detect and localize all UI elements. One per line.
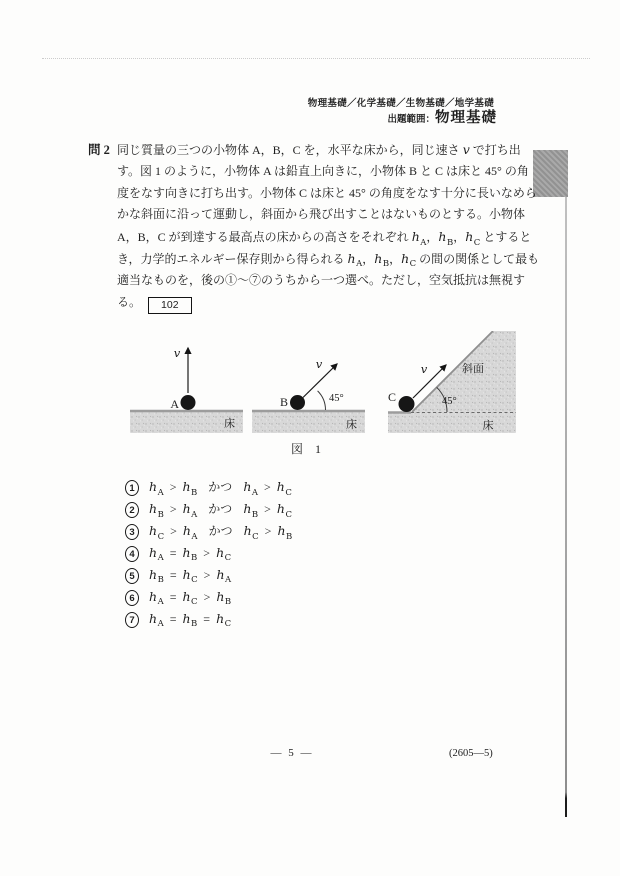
height-variable: $h_B$ [182, 544, 198, 564]
choice-circled-number: 2 [125, 502, 139, 518]
height-variable: $h_B$ [149, 566, 164, 586]
choice-formula [149, 589, 231, 608]
choice-formula [149, 545, 231, 564]
figure-panel-a [130, 346, 243, 433]
height-variable: $h_A$ [243, 479, 259, 498]
operator: > [169, 502, 177, 517]
velocity-label-b: v [315, 357, 323, 371]
height-variable: $h_C$ [401, 250, 417, 270]
choice-circled-number: 4 [125, 546, 139, 562]
height-variable: $h_B$ [182, 479, 198, 498]
figure-panel-c [388, 331, 516, 433]
object-label-b: B [279, 395, 288, 409]
operator: > [264, 502, 271, 517]
height-variable: $h_B$ [149, 501, 164, 520]
height-variable: $h_A$ [149, 544, 164, 564]
operator: = [169, 545, 177, 560]
question-line-2: す。図 1 のように，小物体 A は鉛直上向きに，小物体 B と C は床と 45° の角 [117, 163, 529, 178]
figure-1 [110, 331, 530, 461]
figure-panel-b [252, 357, 365, 433]
operator: = [203, 611, 211, 626]
height-variable: $h_C$ [216, 544, 232, 564]
angle-arc-b [318, 391, 326, 410]
height-variable: $h_B$ [374, 250, 390, 270]
booklet-code: (2605—5) [449, 748, 493, 759]
height-variable: $h_B$ [182, 610, 198, 630]
height-variable: $h_B$ [243, 501, 259, 520]
height-variable: $h_C$ [465, 229, 481, 248]
choice-6 [125, 587, 292, 609]
question-line-4: かな斜面に沿って運動し，斜面から飛び出すことはないものとする。小物体 [117, 207, 526, 222]
height-variable: $h_C$ [276, 479, 292, 498]
scan-artifact-line [42, 58, 590, 59]
choice-circled-number: 7 [125, 612, 139, 628]
choice-circled-number: 5 [125, 568, 139, 584]
choice-circled-number: 1 [125, 480, 139, 496]
operator: > [203, 567, 211, 582]
height-variable: $h_C$ [216, 610, 232, 630]
height-variable: $h_A$ [149, 610, 164, 630]
operator: > [169, 480, 177, 495]
choice-5 [125, 565, 292, 587]
choice-formula [149, 478, 292, 498]
conjunction: かつ [208, 502, 233, 517]
choice-3 [125, 521, 292, 543]
angle-label-c: 45° [442, 396, 457, 407]
velocity-label-a: v [173, 346, 181, 360]
height-variable: $h_B$ [438, 229, 454, 248]
choice-7 [125, 609, 292, 631]
question-line-6: き，力学的エネルギー保存則から得られる $h_A$，$h_B$，$h_C$ の間の関係として最も [117, 250, 540, 270]
variable: v [462, 142, 470, 157]
question-line-5: A，B，C が到達する最高点の床からの高さをそれぞれ $h_A$，$h_B$，$h_C$ とすると [117, 229, 532, 248]
ball-a [181, 395, 196, 410]
operator: > [264, 524, 272, 539]
velocity-label-c: v [420, 362, 428, 376]
choice-formula [149, 567, 231, 586]
choice-formula [149, 611, 231, 630]
conjunction: かつ [208, 480, 233, 495]
operator: > [203, 545, 211, 560]
answer-choices [125, 477, 292, 631]
floor-label-b: 床 [346, 419, 357, 431]
angle-label-b: 45° [329, 393, 344, 404]
height-variable: $h_A$ [216, 566, 232, 586]
height-variable: $h_A$ [347, 250, 363, 270]
ball-b [290, 395, 305, 410]
floor-label-a: 床 [224, 418, 235, 430]
figure-caption: 図 1 [290, 442, 322, 456]
floor-c [388, 412, 516, 433]
answer-number-box: 102 [148, 297, 192, 314]
operator: = [169, 589, 177, 604]
page-number: — 5 — [270, 747, 314, 759]
question-line-7: 適当なものを，後の①～⑦のうちから一つ選べ。ただし，空気抵抗は無視す [117, 272, 526, 287]
height-variable: $h_B$ [216, 588, 232, 608]
height-variable: $h_A$ [149, 479, 164, 498]
choice-circled-number: 3 [125, 524, 139, 540]
choice-2 [125, 499, 292, 521]
choice-formula [149, 522, 292, 542]
choice-formula [149, 500, 292, 520]
choice-circled-number: 6 [125, 590, 139, 606]
operator: > [264, 480, 271, 495]
height-variable: $h_C$ [182, 566, 198, 586]
operator: > [170, 524, 177, 539]
header-range-value: 物理基礎 [435, 110, 497, 126]
header-range [387, 106, 497, 127]
height-variable: $h_C$ [243, 523, 259, 542]
conjunction: かつ [208, 524, 233, 539]
question-line-1: 同じ質量の三つの小物体 A，B，C を，水平な床から，同じ速さ v で打ち出 [117, 142, 521, 157]
operator: = [169, 567, 177, 582]
height-variable: $h_C$ [276, 501, 292, 520]
height-variable: $h_A$ [182, 523, 198, 542]
height-variable: $h_A$ [411, 229, 427, 248]
header-range-label: 出題範囲： [387, 114, 435, 125]
height-variable: $h_C$ [182, 588, 198, 608]
object-label-c: C [387, 390, 396, 404]
floor-label-c: 床 [482, 420, 494, 432]
operator: = [169, 611, 177, 626]
choice-4 [125, 543, 292, 565]
slope-label-c: 斜面 [462, 363, 484, 375]
height-variable: $h_B$ [277, 523, 293, 542]
operator: > [203, 589, 211, 604]
question-line-3: 度をなす向きに打ち出す。小物体 C は床と 45° の角度をなす十分に長いなめら [117, 185, 537, 200]
object-label-a: A [170, 397, 179, 411]
edge-scan-line [565, 197, 567, 817]
choice-1 [125, 477, 292, 499]
height-variable: $h_A$ [182, 501, 198, 520]
question-line-8: る。 102 [117, 292, 539, 314]
question-number: 問 2 [88, 143, 110, 157]
question-text [117, 139, 539, 313]
height-variable: $h_A$ [149, 588, 164, 608]
header-subjects: 物理基礎／化学基礎／生物基礎／地学基礎 [307, 98, 494, 109]
height-variable: $h_C$ [149, 523, 165, 542]
ball-c [399, 396, 415, 412]
